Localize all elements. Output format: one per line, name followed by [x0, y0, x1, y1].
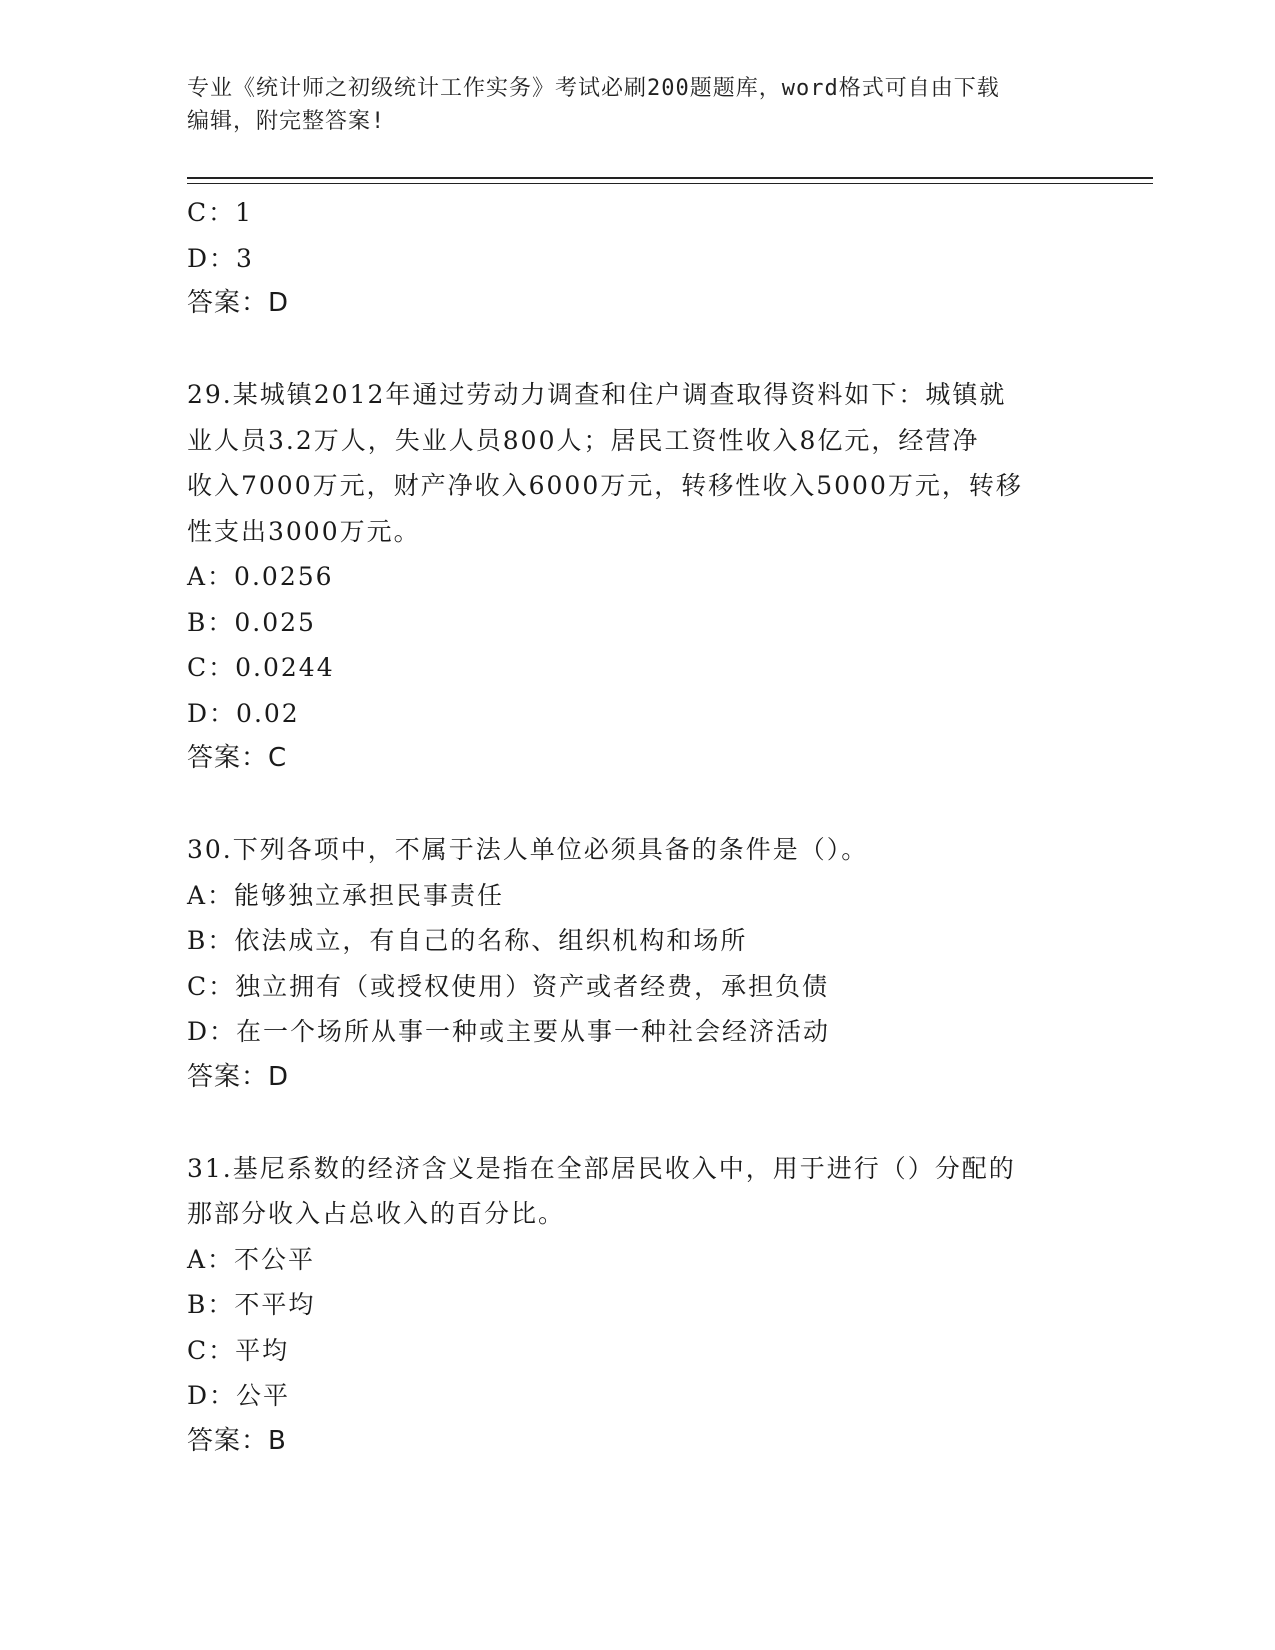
option-a: A：0.0256: [187, 562, 334, 591]
header-rule-thin: [187, 183, 1153, 184]
option-d: D：3: [187, 243, 254, 273]
question-30: [187, 827, 1087, 1100]
option-b: B：0.025: [187, 607, 316, 637]
answer-line: 答案：B: [187, 1425, 287, 1456]
header-line-2: 编辑，附完整答案!: [187, 109, 386, 134]
question-text-line: 31.基尼系数的经济含义是指在全部居民收入中，用于进行（）分配的: [187, 1153, 1016, 1183]
option-a: A：不公平: [187, 1244, 316, 1274]
answer-line: 答案：D: [187, 288, 290, 318]
question-text-line: 29.某城镇2012年通过劳动力调查和住户调查取得资料如下：城镇就: [187, 380, 1007, 409]
option-d: D：0.02: [187, 698, 300, 728]
header-rule-thick: [187, 177, 1153, 179]
spacer: [187, 1100, 1087, 1146]
question-content: [187, 190, 1087, 1464]
option-d: D：在一个场所从事一种或主要从事一种社会经济活动: [187, 1017, 831, 1046]
option-c: C：0.0244: [187, 653, 335, 682]
option-c: C：1: [187, 198, 254, 227]
question-29: [187, 372, 1087, 782]
option-d: D：公平: [187, 1381, 291, 1410]
answer-line: 答案：D: [187, 1061, 290, 1092]
option-b: B：不平均: [187, 1290, 316, 1319]
spacer: [187, 782, 1087, 828]
previous-question: [187, 190, 1087, 327]
answer-line: 答案：C: [187, 743, 288, 773]
header-line-1: 专业《统计师之初级统计工作实务》考试必刷200题题库，word格式可自由下载: [187, 76, 1000, 101]
option-c: C：平均: [187, 1335, 290, 1365]
spacer: [187, 327, 1087, 373]
question-text-line: 性支出3000万元。: [187, 516, 421, 546]
option-a: A：能够独立承担民事责任: [187, 880, 505, 910]
question-text-line: 业人员3.2万人，失业人员800人；居民工资性收入8亿元，经营净: [187, 425, 980, 455]
question-text-line: 那部分收入占总收入的百分比。: [187, 1199, 566, 1228]
option-c: C：独立拥有（或授权使用）资产或者经费，承担负债: [187, 971, 830, 1001]
option-b: B：依法成立，有自己的名称、组织机构和场所: [187, 926, 748, 955]
question-text-line: 收入7000万元，财产净收入6000万元，转移性收入5000万元，转移: [187, 471, 1023, 500]
page-header: [187, 72, 1067, 138]
question-31: [187, 1146, 1087, 1465]
question-text-line: 30.下列各项中，不属于法人单位必须具备的条件是（）。: [187, 835, 869, 864]
